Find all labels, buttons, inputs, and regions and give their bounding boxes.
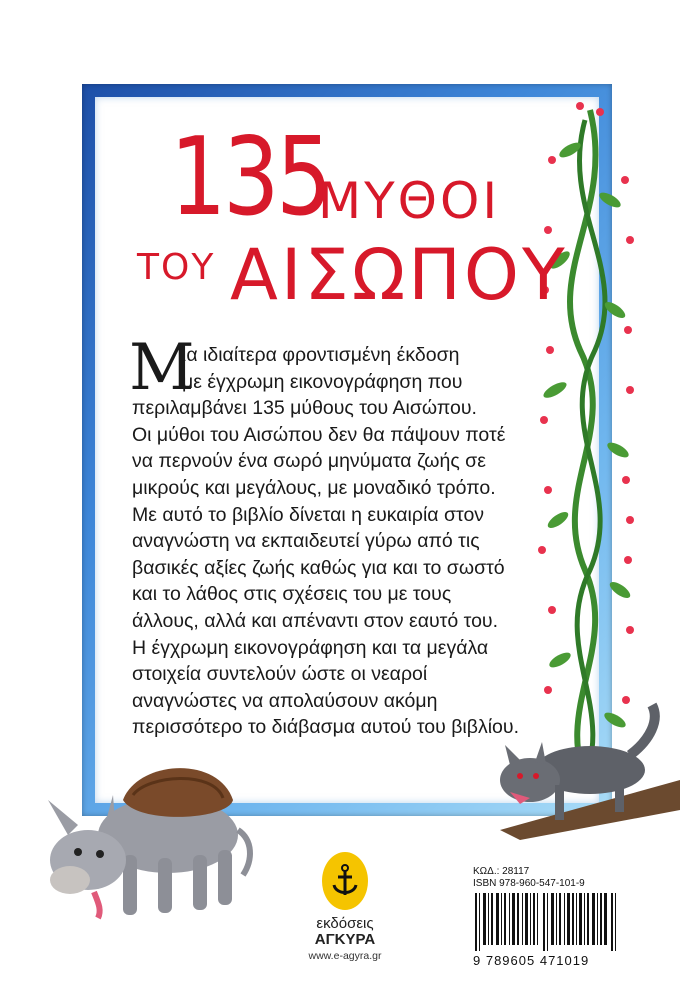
description-line: να περνούν ένα σωρό μηνύματα ζωής σε (132, 450, 486, 473)
description-line: με έγχρωμη εικονογράφηση που (182, 370, 463, 393)
description-line: Η έγχρωμη εικονογράφηση και τα μεγάλα (132, 636, 489, 659)
product-code: ΚΩΔ.: 28117 (473, 866, 530, 877)
barcode-block (473, 866, 633, 976)
wolf-illustration (480, 700, 680, 840)
isbn-number: ISBN 978-960-547-101-9 (473, 878, 585, 889)
donkey-illustration (28, 740, 258, 930)
anchor-icon (322, 852, 368, 910)
barcode-icon (473, 893, 623, 951)
publisher-label: εκδόσεις (316, 915, 374, 932)
publisher-logo (300, 852, 390, 962)
publisher-url: www.e-agyra.gr (308, 950, 382, 962)
description-line: περισσότερο το διάβασμα αυτού του βιβλίου. (132, 716, 519, 739)
description-line: Οι μύθοι του Αισώπου δεν θα πάψουν ποτέ (132, 423, 506, 446)
description-line: μικρούς και μεγάλους, με μοναδικό τρόπο. (132, 476, 496, 499)
description-line: αναγνώστες να απολαύσουν ακόμη (132, 689, 438, 712)
book-title (0, 0, 687, 330)
publisher-name: ΑΓΚΥΡΑ (314, 931, 376, 948)
description-text (132, 342, 552, 741)
description-line: άλλους, αλλά και απέναντι στον εαυτό του. (132, 609, 498, 632)
description-line: και το λάθος στις σχέσεις του με τους (132, 583, 452, 606)
barcode-digits: 9 789605 471019 (473, 953, 590, 968)
description-line: αναγνώστη να εκπαιδευτεί γύρω από τις (132, 530, 480, 553)
title-number: 135 (170, 115, 330, 240)
title-word-myths: ΜΥΘΟΙ (318, 172, 501, 230)
description-line: ια ιδιαίτερα φροντισμένη έκδοση (182, 344, 460, 366)
drop-cap: Μ (129, 331, 195, 405)
description-line: στοιχεία συντελούν ώστε οι νεαροί (132, 663, 428, 686)
title-word-of: ΤΟΥ (137, 247, 216, 288)
description-line: βασικές αξίες ζωής καθώς για και το σωστό (132, 556, 505, 579)
description-line: Με αυτό το βιβλίο δίνεται η ευκαιρία στον (132, 503, 485, 526)
description-line: περιλαμβάνει 135 μύθους του Αισώπου. (132, 397, 477, 420)
title-word-aesop: ΑΙΣΩΠΟΥ (230, 234, 568, 316)
